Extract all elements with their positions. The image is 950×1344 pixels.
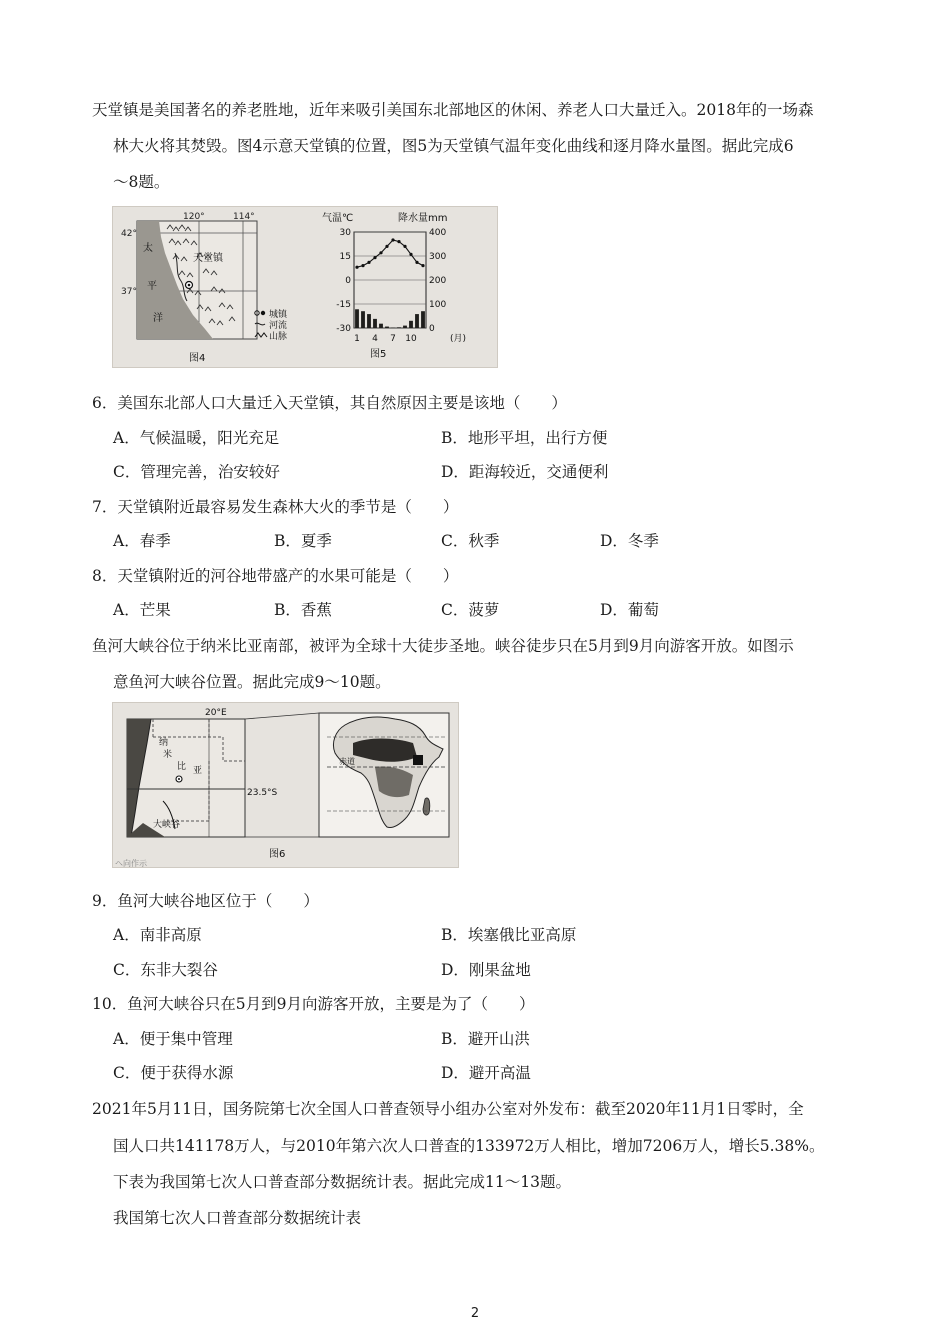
q8-option-d[interactable]: D．葡萄 [600,601,659,619]
q10-option-c[interactable]: C．便于获得水源 [113,1064,234,1082]
temperature-point [385,245,388,248]
lat-23-5s-label: 23.5°S [247,788,278,798]
precip-bar [385,327,389,328]
passage3-line3: 下表为我国第七次人口普查部分数据统计表。据此完成11～13题。 [113,1173,571,1191]
temperature-point [379,251,382,254]
ocean-char-2: 平 [147,281,157,292]
month-tick-label: 4 [372,334,378,344]
lat-42-label: 42° [121,229,137,239]
figure-4-caption: 图4 [189,353,206,364]
precip-bar [403,326,407,328]
passage1-line3: ～8题。 [113,173,170,191]
temp-tick-label: -15 [336,300,351,310]
month-unit: (月) [450,334,467,344]
q6-option-b[interactable]: B．地形平坦，出行方便 [441,429,608,447]
temperature-point [391,238,394,241]
q8-option-c[interactable]: C．菠萝 [441,601,500,619]
figure-6-corner-text: ヘ向作示 [115,859,147,867]
passage1-line1: 天堂镇是美国著名的养老胜地，近年来吸引美国东北部地区的休闲、养老人口大量迁入。2018年的一场森 [92,101,814,119]
passage2-line2: 意鱼河大峡谷位置。据此完成9～10题。 [113,673,391,691]
q8-stem: 8．天堂镇附近的河谷地带盛产的水果可能是（ ） [92,567,459,585]
precip-bar [415,314,419,328]
q8-option-b[interactable]: B．香蕉 [274,601,332,619]
country-char-3: 比 [177,762,187,772]
page-number: 2 [470,1306,480,1321]
q7-option-d[interactable]: D．冬季 [600,532,659,550]
country-char-2: 米 [163,750,173,760]
legend-mountain: 山脉 [269,332,288,342]
precip-tick-label: 300 [429,252,447,262]
q6-stem: 6．美国东北部人口大量迁入天堂镇，其自然原因主要是该地（ ） [92,394,567,412]
temperature-point [415,261,418,264]
temperature-point [373,256,376,259]
temperature-point [397,240,400,243]
temperature-point [403,245,406,248]
legend-town: 城镇 [269,310,288,320]
temperature-point [355,266,358,269]
passage2-line1: 鱼河大峡谷位于纳米比亚南部，被评为全球十大徒步圣地。峡谷徒步只在5月到9月向游客开放。如图示 [92,637,794,655]
passage1-line2: 林大火将其焚毁。图4示意天堂镇的位置，图5为天堂镇气温年变化曲线和逐月降水量图。据此完成6 [113,137,794,155]
q6-option-a[interactable]: A．气候温暖，阳光充足 [113,429,280,447]
town-label: 天堂镇 [193,253,223,264]
lon-20e-label: 20°E [205,708,227,718]
precip-bar [379,324,383,328]
q10-option-a[interactable]: A．便于集中管理 [113,1030,233,1048]
q9-option-a[interactable]: A．南非高原 [113,926,202,944]
table-title: 我国第七次人口普查部分数据统计表 [113,1209,362,1227]
month-tick-label: 1 [354,334,360,344]
temperature-point [409,253,412,256]
country-char-1: 纳 [159,738,169,748]
equator-label: 赤道 [339,757,355,766]
precip-bar [373,319,377,328]
month-tick-label: 10 [405,334,417,344]
precip-tick-label: 100 [429,300,447,310]
q10-stem: 10．鱼河大峡谷只在5月到9月向游客开放，主要是为了（ ） [92,995,535,1013]
precip-bar [367,314,371,328]
precip-bar [397,327,401,328]
canyon-label: 大峡谷 [153,820,181,830]
temp-axis-title: 气温℃ [322,213,354,224]
precip-tick-label: 200 [429,276,447,286]
temp-tick-label: 15 [339,252,351,262]
q7-option-c[interactable]: C．秋季 [441,532,500,550]
figure-5-caption: 图5 [370,349,387,360]
q9-stem: 9．鱼河大峡谷地区位于（ ） [92,892,319,910]
temp-tick-label: 30 [339,228,351,238]
q7-stem: 7．天堂镇附近最容易发生森林大火的季节是（ ） [92,498,459,516]
q10-option-d[interactable]: D．避开高温 [441,1064,531,1082]
figure-6-caption: 图6 [269,849,286,860]
q6-option-c[interactable]: C．管理完善，治安较好 [113,463,280,481]
q6-option-d[interactable]: D．距海较近，交通便利 [441,463,609,481]
ocean-char-3: 洋 [153,313,163,324]
q10-option-b[interactable]: B．避开山洪 [441,1030,530,1048]
precip-axis-title: 降水量mm [398,213,448,224]
figure-6 [112,702,459,868]
passage3-line2: 国人口共141178万人，与2010年第六次人口普查的133972万人相比，增加7206万人，增长5.38%。 [113,1137,825,1155]
temp-tick-label: 0 [345,276,351,286]
passage3-line1: 2021年5月11日，国务院第七次全国人口普查领导小组办公室对外发布：截至2020年11月1日零时，全 [92,1100,804,1118]
month-tick-label: 7 [390,334,396,344]
precip-tick-label: 400 [429,228,447,238]
figure-5-climate-chart [318,210,488,360]
precip-tick-label: 0 [429,324,435,334]
figure-6-map [113,703,458,867]
q8-option-a[interactable]: A．芒果 [113,601,171,619]
temperature-line [357,240,423,267]
lon-114-label: 114° [233,212,255,222]
temperature-point [421,264,424,267]
q9-option-c[interactable]: C．东非大裂谷 [113,961,218,979]
temperature-point [361,264,364,267]
precip-bar [409,321,413,328]
q9-option-b[interactable]: B．埃塞俄比亚高原 [441,926,577,944]
legend-river: 河流 [269,321,288,331]
precip-bar [421,311,425,328]
temperature-point [367,261,370,264]
q9-option-d[interactable]: D．刚果盆地 [441,961,531,979]
precip-bar [355,309,359,328]
q7-option-a[interactable]: A．春季 [113,532,171,550]
temp-tick-label: -30 [336,324,351,334]
ocean-char-1: 太 [143,243,153,254]
lon-120-label: 120° [183,212,205,222]
precip-bar [361,311,365,328]
lat-37-label: 37° [121,287,137,297]
country-char-4: 亚 [193,766,203,776]
q7-option-b[interactable]: B．夏季 [274,532,332,550]
